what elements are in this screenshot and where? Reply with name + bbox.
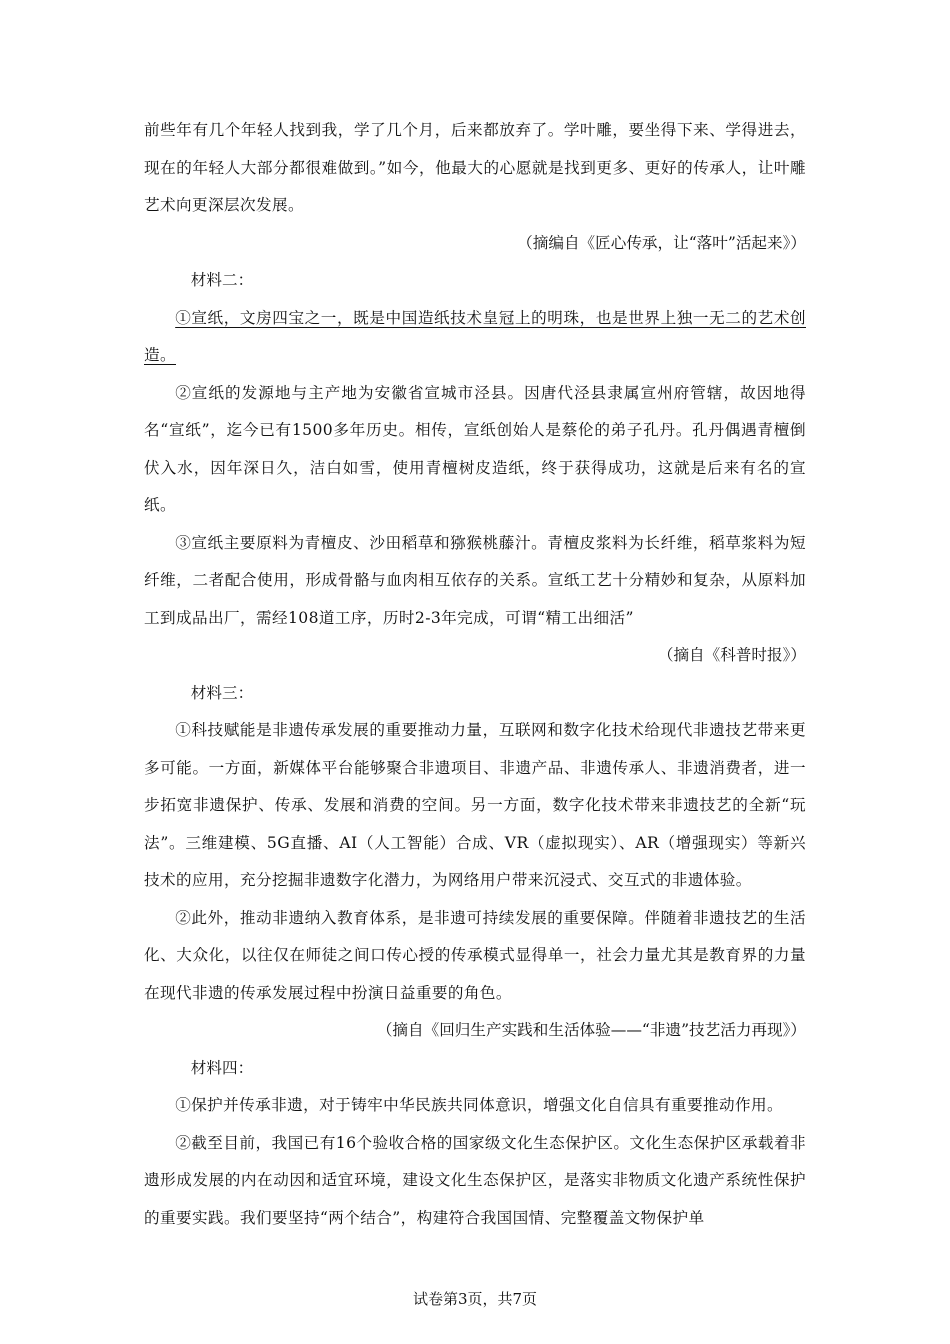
material3-source: （摘自《回归生产实践和生活体验——“非遗”技艺活力再现》） <box>376 1021 806 1039</box>
material4-paragraph-1: ①保护并传承非遗，对于铸牢中华民族共同体意识，增强文化自信具有重要推动作用。 <box>175 1096 783 1114</box>
material4-heading: 材料四： <box>190 1058 254 1077</box>
material1-tail-paragraph: 前些年有几个年轻人找到我，学了几个月，后来都放弃了。学叶雕，要坐得下来、学得进去，现在的年轻人大部分都很难做到。”如今，他最大的心愿就是找到更多、更好的传承人，让叶雕艺术向更深层次发展。 <box>144 121 806 214</box>
material2-underlined-text: ①宣纸，文房四宝之一，既是中国造纸技术皇冠上的明珠，也是世界上独一无二的艺术创造。 <box>144 308 806 364</box>
material2-source: （摘自《科普时报》） <box>657 646 806 664</box>
material4-paragraph-2: ②截至目前，我国已有16个验收合格的国家级文化生态保护区。文化生态保护区承载着非遗形成发展的内在动因和适宜环境，建设文化生态保护区，是落实非物质文化遗产系统性保护的重要实践。我们要坚持“两个结合”，构建符合我国国情、完整覆盖文物保护单 <box>144 1133 806 1227</box>
material2-paragraph-3: ③宣纸主要原料为青檀皮、沙田稻草和猕猴桃藤汁。青檀皮浆料为长纤维，稻草浆料为短纤维，二者配合使用，形成骨骼与血肉相互依存的关系。宣纸工艺十分精妙和复杂，从原料加工到成品出厂，需经108道工序，历时2-3年完成，可谓“精工出细活” <box>144 533 806 627</box>
material1-source: （摘编自《匠心传承，让“落叶”活起来》） <box>517 233 806 252</box>
material2-paragraph-2: ②宣纸的发源地与主产地为安徽省宣城市泾县。因唐代泾县隶属宣州府管辖，故因地得名“宣纸”，迄今已有1500多年历史。相传，宣纸创始人是蔡伦的弟子孔丹。孔丹偶遇青檀倒伏入水，因年深日久，洁白如雪，使用青檀树皮造纸，终于获得成功，这就是后来有名的宣纸。 <box>144 383 806 514</box>
document-body <box>144 112 806 1237</box>
material2-heading: 材料二： <box>190 271 254 289</box>
material3-heading: 材料三： <box>190 683 254 702</box>
material3-paragraph-2: ②此外，推动非遗纳入教育体系，是非遗可持续发展的重要保障。伴随着非遗技艺的生活化、大众化，以往仅在师徒之间口传心授的传承模式显得单一，社会力量尤其是教育界的力量在现代非遗的传承发展过程中扮演日益重要的角色。 <box>144 908 806 1002</box>
material3-paragraph-1: ①科技赋能是非遗传承发展的重要推动力量，互联网和数字化技术给现代非遗技艺带来更多可能。一方面，新媒体平台能够聚合非遗项目、非遗产品、非遗传承人、非遗消费者，进一步拓宽非遗保护、传承、发展和消费的空间。另一方面，数字化技术带来非遗技艺的全新“玩法”。三维建模、5G直播、AI（人工智能）合成、VR（虚拟现实）、AR（增强现实）等新兴技术的应用，充分挖掘非遗数字化潜力，为网络用户带来沉浸式、交互式的非遗体验。 <box>144 721 806 889</box>
page-footer: 试卷第3页，共7页 <box>412 1290 538 1308</box>
material2-paragraph-1 <box>144 300 806 375</box>
